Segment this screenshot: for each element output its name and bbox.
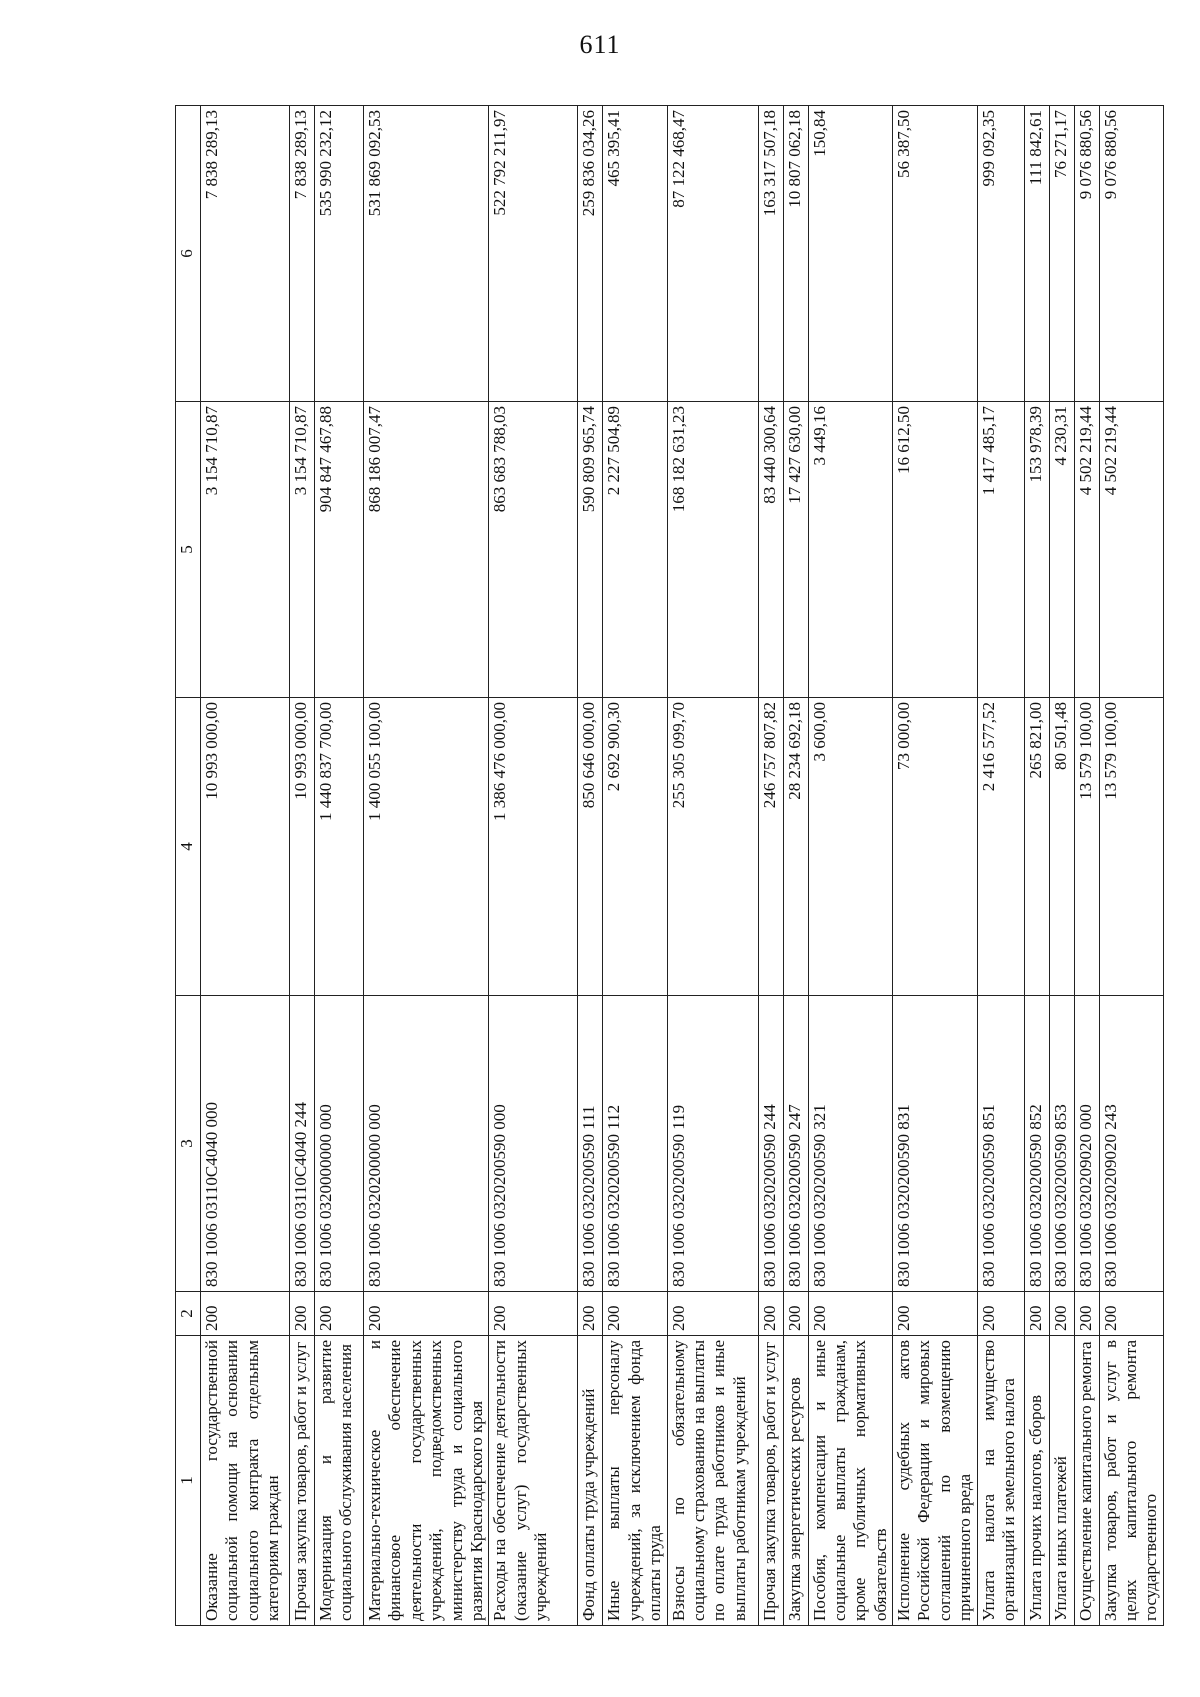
table-row — [758, 106, 783, 1626]
row-kind: 200 — [893, 1292, 978, 1336]
table-frame — [175, 106, 1161, 1626]
row-code: 830 1006 0320200590 000 — [489, 996, 578, 1292]
table-row — [603, 106, 667, 1626]
row-col5: 3 154 710,87 — [201, 402, 290, 698]
row-col5: 17 427 630,00 — [783, 402, 808, 698]
row-code: 830 1006 0320200590 247 — [783, 996, 808, 1292]
row-kind: 200 — [489, 1292, 578, 1336]
row-code: 830 1006 0320200590 244 — [758, 996, 783, 1292]
row-col6: 7 838 289,13 — [201, 106, 290, 402]
row-name: Фонд оплаты труда учреждений — [578, 1336, 603, 1626]
row-col4: 73 000,00 — [893, 698, 978, 996]
row-col6: 150,84 — [808, 106, 893, 402]
header-row — [176, 106, 201, 1626]
row-col6: 531 869 092,53 — [364, 106, 489, 402]
row-kind: 200 — [578, 1292, 603, 1336]
row-col5: 2 227 504,89 — [603, 402, 667, 698]
row-col5: 83 440 300,64 — [758, 402, 783, 698]
row-col5: 4 502 219,44 — [1074, 402, 1099, 698]
row-name: Материально-техническое и финансовое обеспечение деятельности государственных учреждений, подведомственных министерству труда и социального развития Краснодарского края — [364, 1336, 489, 1626]
row-kind: 200 — [1049, 1292, 1074, 1336]
row-col5: 3 449,16 — [808, 402, 893, 698]
row-kind: 200 — [603, 1292, 667, 1336]
row-name: Расходы на обеспечение деятельности (оказание услуг) государственных учреждений — [489, 1336, 578, 1626]
row-code: 830 1006 03110С4040 244 — [290, 996, 315, 1292]
table-row — [977, 106, 1024, 1626]
row-kind: 200 — [667, 1292, 758, 1336]
row-name: Уплата налога на имущество организаций и земельного налога — [977, 1336, 1024, 1626]
row-kind: 200 — [977, 1292, 1024, 1336]
table-row — [1099, 106, 1163, 1626]
row-col5: 3 154 710,87 — [290, 402, 315, 698]
row-name: Прочая закупка товаров, работ и услуг — [290, 1336, 315, 1626]
row-col6: 259 836 034,26 — [578, 106, 603, 402]
row-kind: 200 — [1099, 1292, 1163, 1336]
row-name: Прочая закупка товаров, работ и услуг — [758, 1336, 783, 1626]
row-kind: 200 — [290, 1292, 315, 1336]
row-name: Уплата прочих налогов, сборов — [1024, 1336, 1049, 1626]
row-name: Исполнение судебных актов Российской Федерации и мировых соглашений по возмещению причиненного вреда — [893, 1336, 978, 1626]
row-col4: 80 501,48 — [1049, 698, 1074, 996]
table-row — [364, 106, 489, 1626]
table-row — [201, 106, 290, 1626]
row-code: 830 1006 0320200590 321 — [808, 996, 893, 1292]
row-code: 830 1006 0320200590 852 — [1024, 996, 1049, 1292]
row-col6: 87 122 468,47 — [667, 106, 758, 402]
row-kind: 200 — [758, 1292, 783, 1336]
row-code: 830 1006 0320209020 243 — [1099, 996, 1163, 1292]
row-name: Уплата иных платежей — [1049, 1336, 1074, 1626]
row-col4: 850 646 000,00 — [578, 698, 603, 996]
table-row — [667, 106, 758, 1626]
row-name: Иные выплаты персоналу учреждений, за исключением фонда оплаты труда — [603, 1336, 667, 1626]
row-code: 830 1006 0320200590 853 — [1049, 996, 1074, 1292]
budget-table — [175, 105, 1164, 1626]
row-kind: 200 — [364, 1292, 489, 1336]
row-code: 830 1006 0320200590 831 — [893, 996, 978, 1292]
row-col5: 904 847 467,88 — [315, 402, 364, 698]
row-col4: 28 234 692,18 — [783, 698, 808, 996]
row-name: Пособия, компенсации и иные социальные выплаты гражданам, кроме публичных нормативных обязательств — [808, 1336, 893, 1626]
rotated-table-wrapper — [175, 106, 1161, 1626]
row-col6: 465 395,41 — [603, 106, 667, 402]
row-col6: 76 271,17 — [1049, 106, 1074, 402]
table-row — [489, 106, 578, 1626]
row-col5: 16 612,50 — [893, 402, 978, 698]
row-name: Осуществление капитального ремонта — [1074, 1336, 1099, 1626]
page-number: 611 — [579, 30, 621, 59]
row-name: Оказание государственной социальной помощи на основании социального контракта отдельным категориям граждан — [201, 1336, 290, 1626]
row-code: 830 1006 0320209020 000 — [1074, 996, 1099, 1292]
row-col6: 111 842,61 — [1024, 106, 1049, 402]
col-header-6: 6 — [176, 106, 201, 402]
row-col4: 265 821,00 — [1024, 698, 1049, 996]
col-header-5: 5 — [176, 402, 201, 698]
row-name: Модернизация и развитие социального обслуживания населения — [315, 1336, 364, 1626]
table-row — [893, 106, 978, 1626]
row-col6: 56 387,50 — [893, 106, 978, 402]
row-code: 830 1006 0320200590 851 — [977, 996, 1024, 1292]
row-col5: 4 502 219,44 — [1099, 402, 1163, 698]
row-col4: 2 416 577,52 — [977, 698, 1024, 996]
row-col4: 1 400 055 100,00 — [364, 698, 489, 996]
row-col5: 863 683 788,03 — [489, 402, 578, 698]
row-col4: 1 386 476 000,00 — [489, 698, 578, 996]
row-col6: 535 990 232,12 — [315, 106, 364, 402]
row-kind: 200 — [1024, 1292, 1049, 1336]
row-name: Закупка товаров, работ и услуг в целях капитального ремонта государственного — [1099, 1336, 1163, 1626]
row-kind: 200 — [315, 1292, 364, 1336]
table-row — [290, 106, 315, 1626]
row-name: Взносы по обязательному социальному страхованию на выплаты по оплате труда работников и иные выплаты работникам учреждений — [667, 1336, 758, 1626]
table-row — [1049, 106, 1074, 1626]
table-row — [578, 106, 603, 1626]
row-col4: 1 440 837 700,00 — [315, 698, 364, 996]
row-col6: 9 076 880,56 — [1099, 106, 1163, 402]
table-row — [808, 106, 893, 1626]
row-col4: 246 757 807,82 — [758, 698, 783, 996]
table-row — [1024, 106, 1049, 1626]
row-kind: 200 — [783, 1292, 808, 1336]
row-name: Закупка энергетических ресурсов — [783, 1336, 808, 1626]
row-col6: 7 838 289,13 — [290, 106, 315, 402]
row-col6: 9 076 880,56 — [1074, 106, 1099, 402]
col-header-2: 2 — [176, 1292, 201, 1336]
row-col6: 10 807 062,18 — [783, 106, 808, 402]
row-col4: 13 579 100,00 — [1099, 698, 1163, 996]
row-col4: 13 579 100,00 — [1074, 698, 1099, 996]
row-col5: 868 186 007,47 — [364, 402, 489, 698]
row-code: 830 1006 03110С4040 000 — [201, 996, 290, 1292]
row-kind: 200 — [1074, 1292, 1099, 1336]
row-col5: 153 978,39 — [1024, 402, 1049, 698]
row-code: 830 1006 0320200590 111 — [578, 996, 603, 1292]
row-code: 830 1006 0320000000 000 — [315, 996, 364, 1292]
row-col5: 1 417 485,17 — [977, 402, 1024, 698]
row-code: 830 1006 0320200590 112 — [603, 996, 667, 1292]
row-col6: 999 092,35 — [977, 106, 1024, 402]
row-col6: 522 792 211,97 — [489, 106, 578, 402]
row-col4: 10 993 000,00 — [290, 698, 315, 996]
row-col4: 255 305 099,70 — [667, 698, 758, 996]
row-col5: 4 230,31 — [1049, 402, 1074, 698]
row-col5: 590 809 965,74 — [578, 402, 603, 698]
table-row — [1074, 106, 1099, 1626]
row-kind: 200 — [808, 1292, 893, 1336]
row-code: 830 1006 0320200000 000 — [364, 996, 489, 1292]
row-col5: 168 182 631,23 — [667, 402, 758, 698]
row-code: 830 1006 0320200590 119 — [667, 996, 758, 1292]
col-header-1: 1 — [176, 1336, 201, 1626]
col-header-3: 3 — [176, 996, 201, 1292]
row-col4: 2 692 900,30 — [603, 698, 667, 996]
row-col6: 163 317 507,18 — [758, 106, 783, 402]
table-row — [783, 106, 808, 1626]
table-row — [315, 106, 364, 1626]
row-kind: 200 — [201, 1292, 290, 1336]
row-col4: 3 600,00 — [808, 698, 893, 996]
row-col4: 10 993 000,00 — [201, 698, 290, 996]
col-header-4: 4 — [176, 698, 201, 996]
